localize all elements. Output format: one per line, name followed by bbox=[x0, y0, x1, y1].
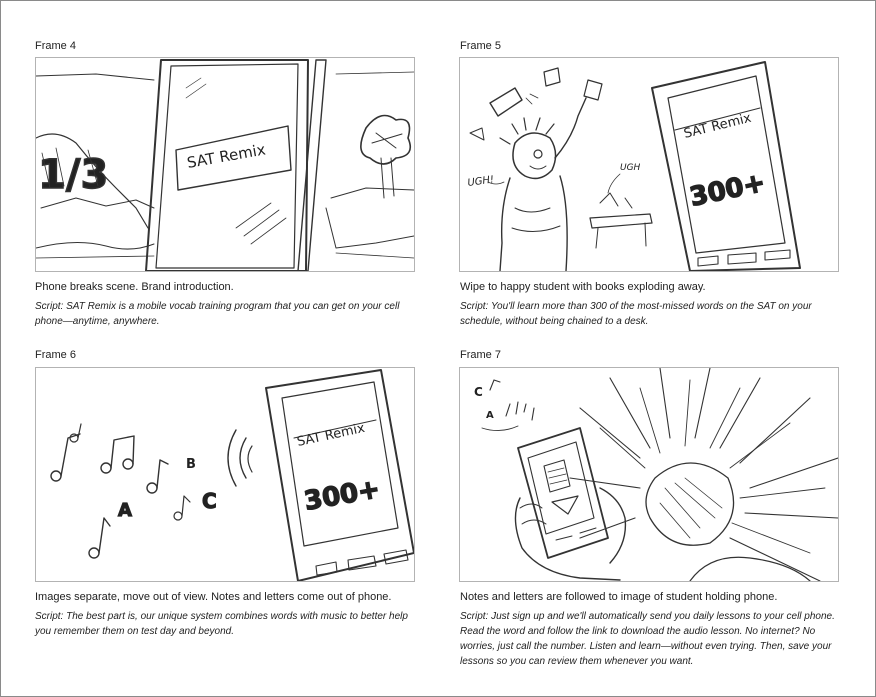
script-line: schedule, without being chained to a desk. bbox=[460, 316, 649, 327]
script-line: you remember them on test day and beyond. bbox=[35, 626, 235, 637]
brand-text: SAT Remix bbox=[185, 140, 267, 172]
letter-c: C bbox=[474, 385, 483, 399]
hair-burst-sketch bbox=[570, 368, 838, 581]
frame-5-sketch bbox=[459, 57, 839, 272]
script-line: Script: The best part is, our unique system combines words with music to better help bbox=[35, 611, 408, 622]
frame-7-script bbox=[460, 609, 835, 669]
frame-7-caption: Notes and letters are followed to image of student holding phone. bbox=[460, 591, 778, 603]
letter-a: A bbox=[118, 500, 132, 521]
frame-4-sketch bbox=[35, 57, 415, 272]
count-text: 300+ bbox=[302, 474, 383, 517]
frame-4-caption: Phone breaks scene. Brand introduction. bbox=[35, 281, 234, 293]
sfx-right: UGH bbox=[620, 163, 641, 173]
frame-5-script bbox=[460, 299, 812, 329]
rubble-numerals: 1/3 bbox=[38, 152, 109, 198]
brand-text: SAT Remix bbox=[682, 110, 753, 142]
frame-6-script bbox=[35, 609, 408, 639]
script-line: Script: Just sign up and we'll automatically send you daily lessons to your cell phone. bbox=[460, 611, 835, 622]
script-line: lessons so you can review them whenever you want. bbox=[460, 656, 694, 667]
script-line: worries, just call the number. Listen and learn—without even trying. Then, save your bbox=[460, 641, 832, 652]
frame-7-sketch bbox=[459, 367, 839, 582]
frame-4-script bbox=[35, 299, 399, 329]
letter-b: B bbox=[186, 457, 196, 472]
brand-text: SAT Remix bbox=[295, 420, 367, 450]
music-notes-sketch bbox=[51, 424, 190, 558]
script-line: Read the word and follow the link to download the audio lesson. No internet? No bbox=[460, 626, 816, 637]
letter-c: C bbox=[202, 489, 217, 513]
frame-6-sketch bbox=[35, 367, 415, 582]
sfx-left: UGH! bbox=[466, 174, 495, 189]
frame-7-label: Frame 7 bbox=[460, 349, 501, 361]
letter-a: A bbox=[486, 410, 494, 421]
script-line: Script: SAT Remix is a mobile vocab training program that you can get on your cell bbox=[35, 301, 400, 312]
frame-4-label: Frame 4 bbox=[35, 40, 76, 52]
frame-6-label: Frame 6 bbox=[35, 349, 76, 361]
frame-5-label: Frame 5 bbox=[460, 40, 501, 52]
script-line: phone—anytime, anywhere. bbox=[35, 316, 160, 327]
frame-5-caption: Wipe to happy student with books exploding away. bbox=[460, 281, 706, 293]
frame-6-caption: Images separate, move out of view. Notes and letters come out of phone. bbox=[35, 591, 392, 603]
count-text: 300+ bbox=[687, 167, 768, 213]
script-line: Script: You'll learn more than 300 of the most-missed words on the SAT on your bbox=[460, 301, 812, 312]
